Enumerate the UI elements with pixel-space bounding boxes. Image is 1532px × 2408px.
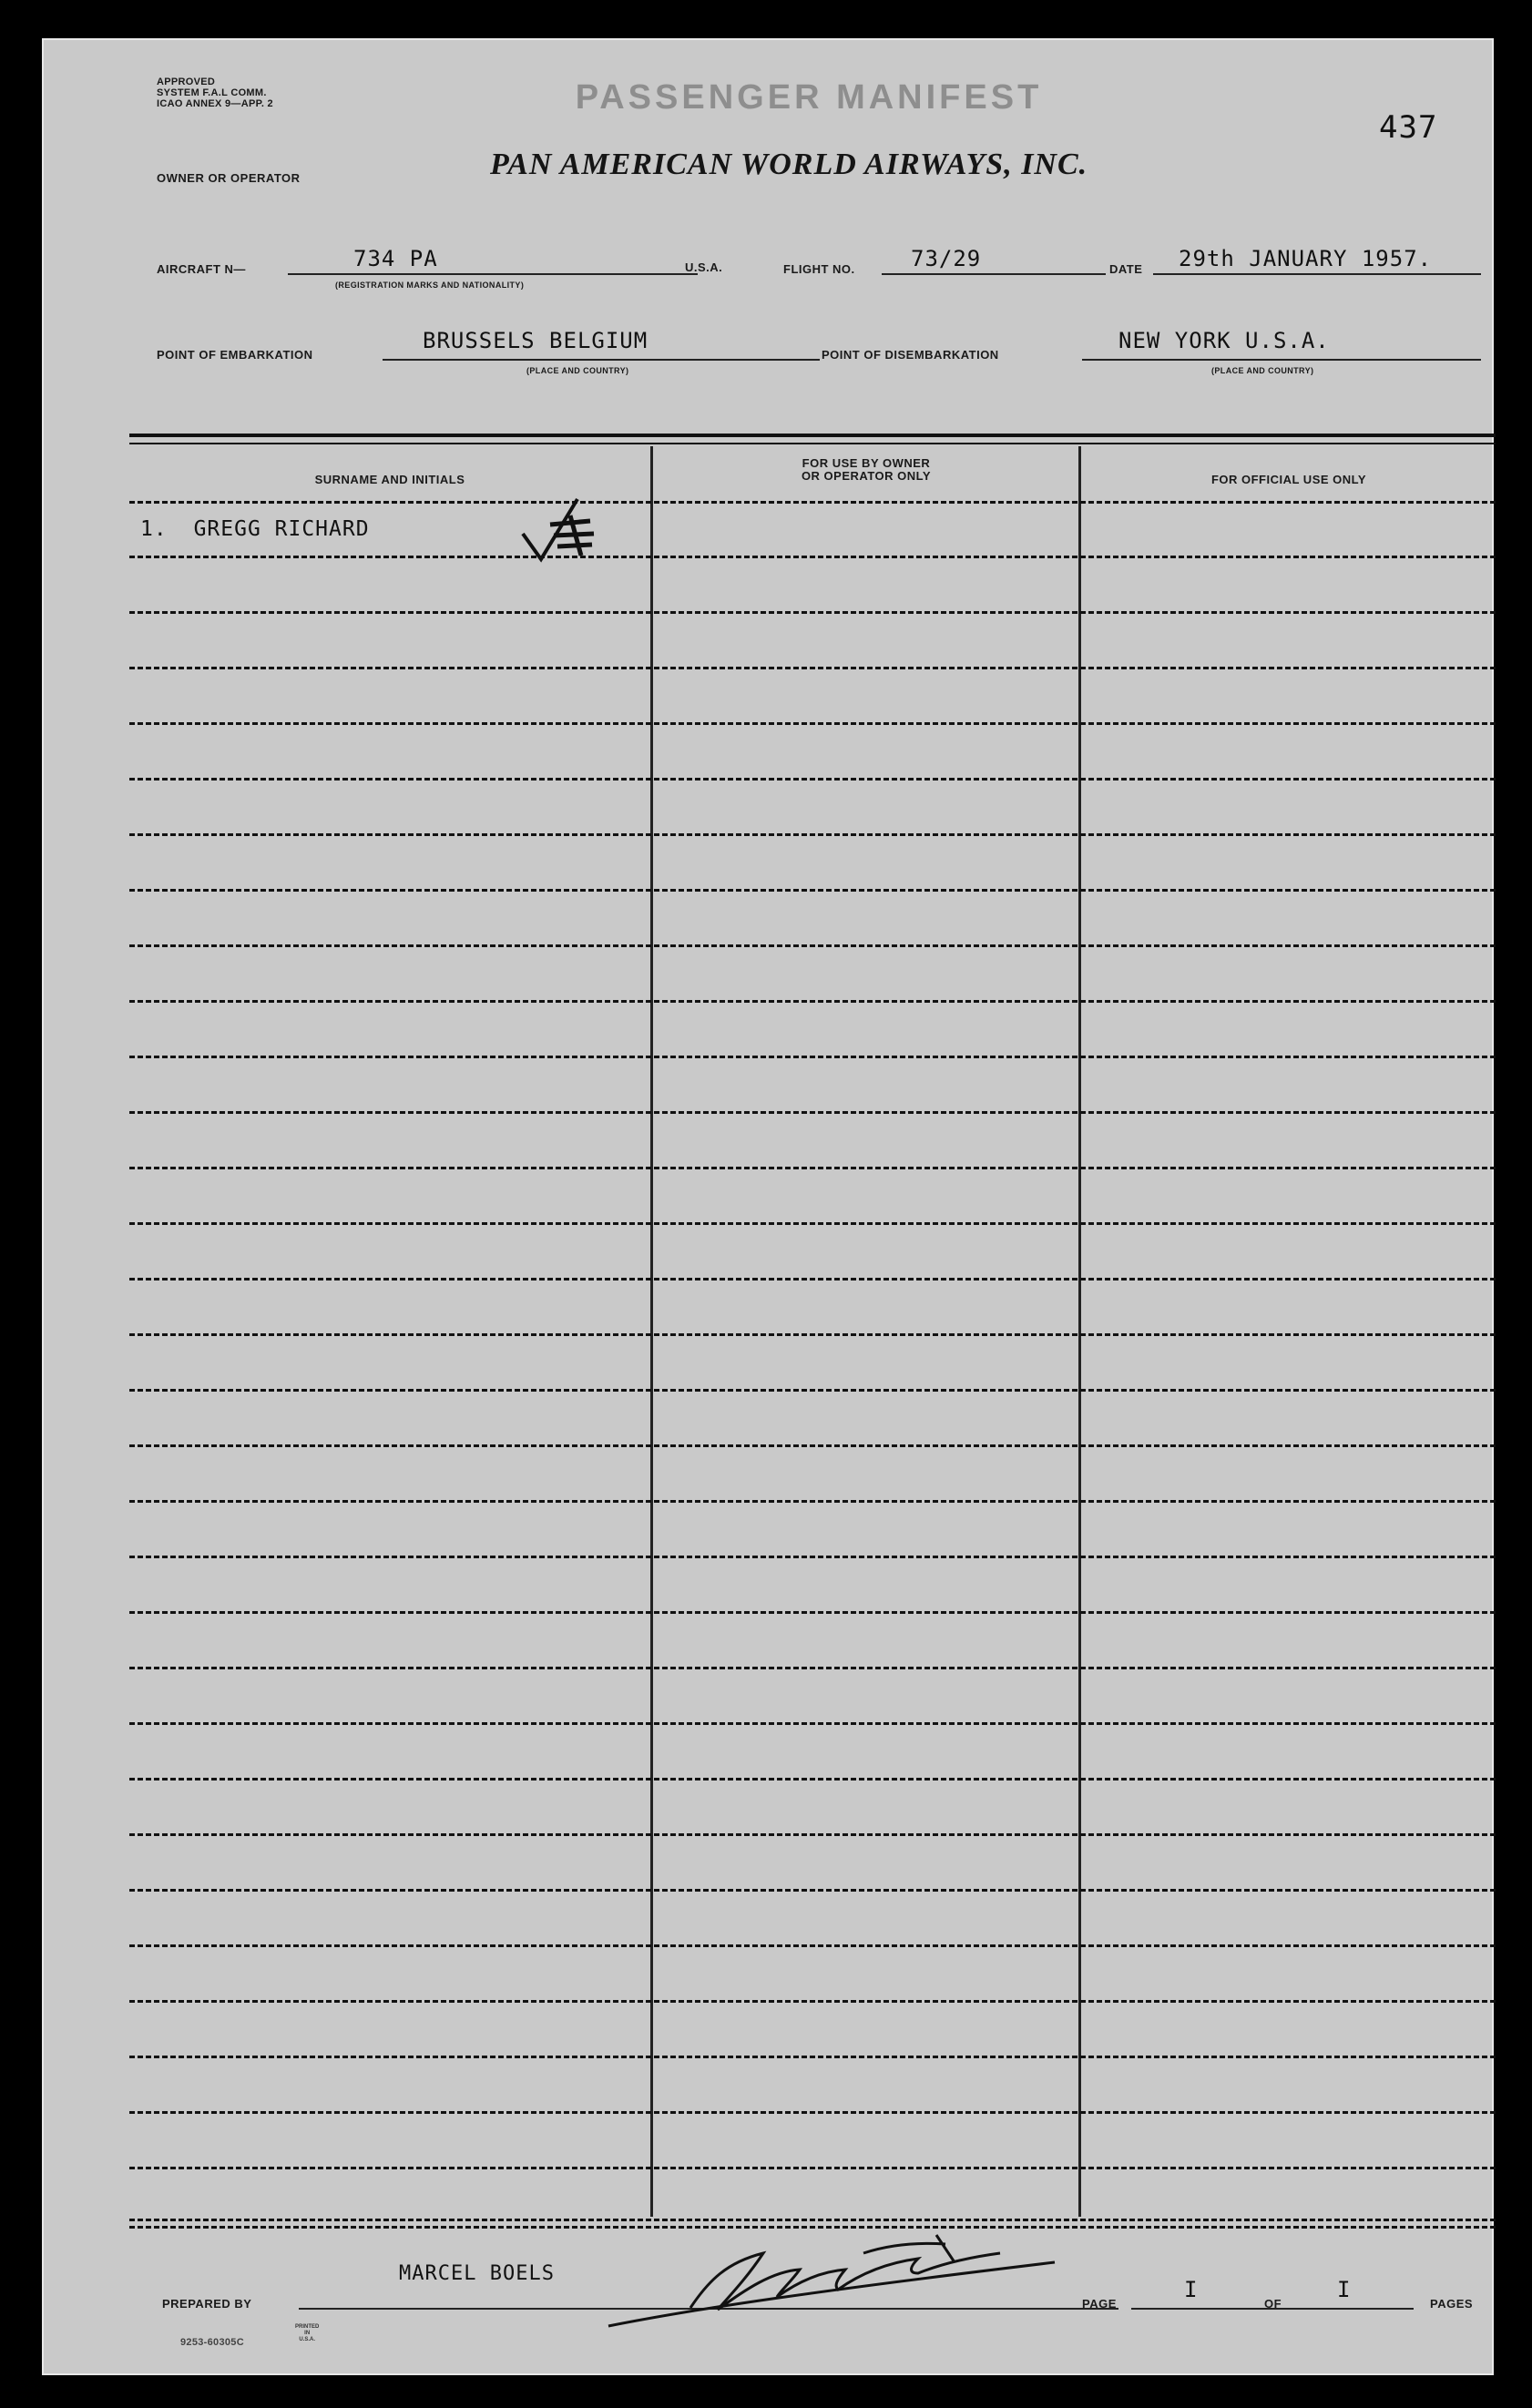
table-row-rule	[129, 889, 1496, 892]
manifest-sheet	[42, 38, 1494, 2375]
disembarkation-label: POINT OF DISEMBARKATION	[822, 348, 999, 362]
owner-operator-value: PAN AMERICAN WORLD AIRWAYS, INC.	[490, 148, 1088, 181]
approval-block	[157, 77, 273, 109]
approval-line-1: APPROVED	[157, 77, 216, 87]
printed-in-usa-mark	[295, 2324, 319, 2343]
date-value: 29th JANUARY 1957.	[1179, 246, 1433, 271]
printed-mark-line1: PRINTED	[295, 2324, 320, 2330]
prepared-by-label: PREPARED BY	[162, 2297, 252, 2311]
table-row-rule	[129, 1222, 1496, 1225]
page-title: PASSENGER MANIFEST	[575, 78, 1043, 117]
table-row-rule	[129, 1000, 1496, 1003]
table-row-rule	[129, 2000, 1496, 2003]
aircraft-underline	[288, 273, 698, 275]
table-top-rule	[129, 434, 1496, 437]
disembarkation-sublabel: (PLACE AND COUNTRY)	[1211, 366, 1314, 375]
printed-mark-line2: IN	[304, 2331, 311, 2336]
passenger-row-1	[140, 517, 370, 541]
table-bottom-rule	[129, 2219, 1496, 2221]
aircraft-label: AIRCRAFT N—	[157, 262, 246, 276]
flight-label: FLIGHT NO.	[783, 262, 855, 276]
table-top-rule-inner	[129, 443, 1496, 444]
table-row-rule	[129, 1111, 1496, 1114]
column-header-owner-use-line1: FOR USE BY OWNER	[802, 456, 931, 470]
date-label: DATE	[1109, 262, 1143, 276]
table-row-rule	[129, 1056, 1496, 1058]
table-row-rule	[129, 1722, 1496, 1725]
table-row-rule	[129, 1333, 1496, 1336]
prepared-by-value: MARCEL BOELS	[399, 2262, 555, 2285]
table-row-rule	[129, 611, 1496, 614]
table-row-rule	[129, 2111, 1496, 2114]
table-row-rule	[129, 2167, 1496, 2169]
table-row-rule	[129, 1556, 1496, 1558]
table-row-rule	[129, 1500, 1496, 1503]
printed-mark-line3: U.S.A.	[299, 2337, 315, 2342]
table-row-rule	[129, 1278, 1496, 1281]
disembarkation-underline	[1082, 359, 1481, 361]
table-row-rule	[129, 1778, 1496, 1780]
column-divider-2	[1078, 446, 1081, 2217]
column-header-owner-use	[654, 457, 1078, 483]
aircraft-value: 734 PA	[353, 246, 438, 271]
table-row-rule	[129, 1833, 1496, 1836]
table-row-rule	[129, 667, 1496, 669]
date-underline	[1153, 273, 1481, 275]
table-row-rule	[129, 556, 1496, 558]
table-row-rule	[129, 1889, 1496, 1892]
table-row-rule	[129, 1389, 1496, 1392]
owner-operator-label: OWNER OR OPERATOR	[157, 171, 301, 185]
column-divider-1	[650, 446, 653, 2217]
table-row-rule	[129, 1944, 1496, 1947]
aircraft-country: U.S.A.	[685, 260, 723, 274]
passenger-number: 1.	[140, 517, 168, 541]
approval-line-2: SYSTEM F.A.L COMM.	[157, 87, 267, 98]
flight-value: 73/29	[911, 246, 982, 271]
flight-underline	[882, 273, 1106, 275]
of-label: OF	[1264, 2297, 1282, 2311]
aircraft-sublabel: (REGISTRATION MARKS AND NATIONALITY)	[335, 281, 525, 290]
column-header-owner-use-line2: OR OPERATOR ONLY	[801, 469, 932, 483]
of-value: I	[1337, 2277, 1352, 2302]
table-row-rule	[129, 2056, 1496, 2058]
form-code: 9253-60305C	[180, 2337, 244, 2348]
embarkation-underline	[383, 359, 820, 361]
approval-line-3: ICAO ANNEX 9—APP. 2	[157, 98, 273, 109]
table-row-rule	[129, 1667, 1496, 1669]
column-header-surname: SURNAME AND INITIALS	[314, 473, 465, 486]
header-bottom-rule	[129, 501, 1496, 504]
checkmark-icon	[517, 494, 618, 566]
table-row-rule	[129, 1167, 1496, 1169]
table-row-rule	[129, 1444, 1496, 1447]
page-label: PAGE	[1082, 2297, 1117, 2311]
table-row-rule	[129, 944, 1496, 947]
column-header-official: FOR OFFICIAL USE ONLY	[1210, 473, 1367, 486]
embarkation-sublabel: (PLACE AND COUNTRY)	[526, 366, 629, 375]
table-row-rule	[129, 1611, 1496, 1614]
table-row-rule	[129, 833, 1496, 836]
page-value: I	[1184, 2277, 1199, 2302]
table-row-rule	[129, 778, 1496, 781]
of-underline	[1293, 2308, 1414, 2310]
table-row-rule	[129, 722, 1496, 725]
signature-icon	[590, 2226, 1064, 2335]
disembarkation-value: NEW YORK U.S.A.	[1118, 328, 1330, 353]
page-stamp-number: 437	[1379, 109, 1438, 146]
embarkation-label: POINT OF EMBARKATION	[157, 348, 313, 362]
embarkation-value: BRUSSELS BELGIUM	[423, 328, 649, 353]
passenger-name: GREGG RICHARD	[193, 517, 370, 541]
pages-label: PAGES	[1430, 2297, 1474, 2311]
